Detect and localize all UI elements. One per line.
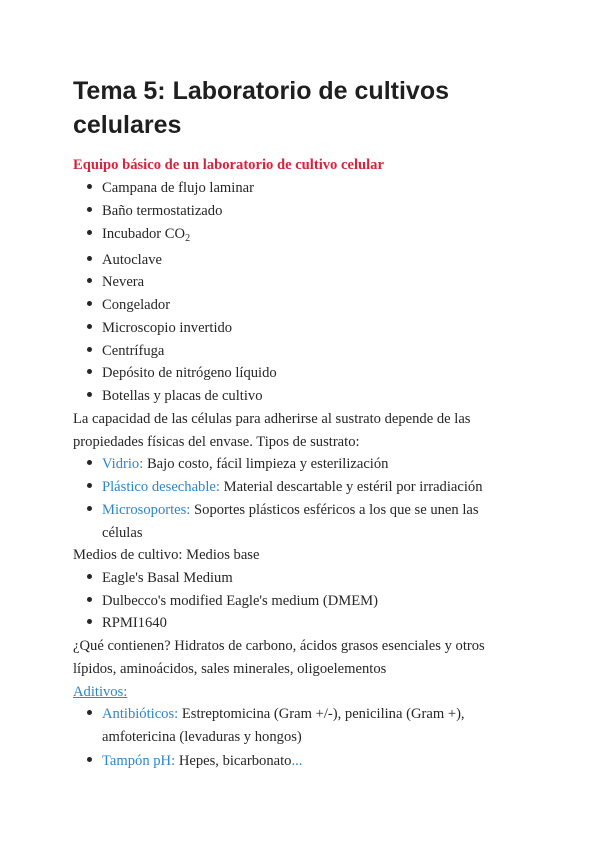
page-title: Tema 5: Laboratorio de cultivos celulares: [73, 77, 450, 139]
term-description: Bajo costo, fácil limpieza y esterilización: [146, 456, 389, 472]
term-description: Soportes plásticos esféricos a los que se unen las: [194, 502, 479, 518]
term-description: Estreptomicina (Gram +/-), penicilina (Gram +),: [181, 706, 465, 722]
term-description: Material descartable y estéril por irradiación: [223, 479, 483, 495]
list-item: Eagle's Basal Medium: [102, 570, 233, 586]
paragraph-line: ¿Qué contienen? Hidratos de carbono, ácidos grasos esenciales y otros: [73, 638, 485, 654]
list-item: [102, 476, 483, 499]
subscript: 2: [185, 233, 191, 244]
list-item-continuation: células: [102, 525, 143, 541]
term-description: Hepes, bicarbonato: [178, 753, 292, 769]
list-item: RPMI1640: [102, 615, 167, 631]
paragraph-line: lípidos, aminoácidos, sales minerales, oligoelementos: [73, 661, 387, 677]
list-item: Depósito de nitrógeno líquido: [102, 365, 277, 381]
list-item: Microscopio invertido: [102, 320, 233, 336]
list-item-continuation: amfotericina (levaduras y hongos): [102, 729, 302, 745]
list-item: Campana de flujo laminar: [102, 180, 254, 196]
list-item: Congelador: [102, 297, 171, 313]
list-item: Botellas y placas de cultivo: [102, 388, 263, 404]
term-label: Plástico desechable:: [102, 479, 220, 495]
list-item: Dulbecco's modified Eagle's medium (DMEM): [102, 593, 378, 609]
equipo-heading: Equipo básico de un laboratorio de cultivo celular: [73, 157, 384, 173]
list-item: [102, 453, 388, 476]
paragraph-line: La capacidad de las células para adherirse al sustrato depende de las: [73, 411, 471, 427]
term-label: Vidrio:: [102, 456, 144, 472]
aditivos-link[interactable]: Aditivos:: [73, 684, 128, 700]
term-label: Microsoportes:: [102, 502, 191, 518]
ellipsis: ...: [291, 753, 303, 769]
list-item: Baño termostatizado: [102, 203, 223, 219]
term-label: Antibióticos:: [102, 706, 179, 722]
term-label: Tampón pH:: [102, 753, 176, 769]
list-item: [102, 223, 190, 250]
paragraph-line: Medios de cultivo: Medios base: [73, 547, 260, 563]
list-item: Autoclave: [102, 252, 162, 268]
paragraph-line: propiedades físicas del envase. Tipos de sustrato:: [73, 434, 360, 450]
list-item: Centrífuga: [102, 343, 165, 359]
list-item-text: Incubador CO: [102, 226, 186, 242]
list-item: Nevera: [102, 274, 145, 290]
list-item: [102, 750, 302, 773]
list-item: [102, 499, 479, 522]
list-item: [102, 703, 465, 726]
